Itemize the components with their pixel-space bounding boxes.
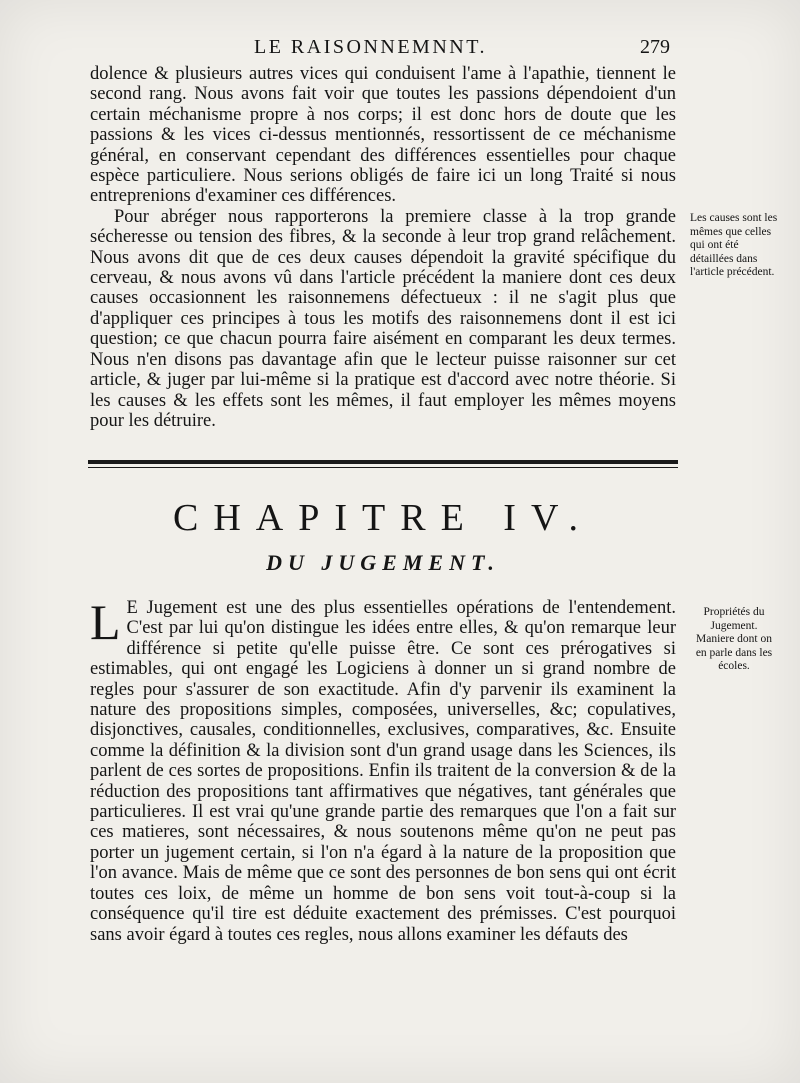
section-rule-thin — [88, 467, 678, 468]
paragraph: E Jugement est une des plus essentielles opérations de l'entendement. C'est par lui qu'on distingue les idées entre elles, & qu'on remarque leur différence si petite qu'elle puisse être. Ce sont ces prérogatives si estimables, qui ont engagé les Logiciens à donner un si grand nombre de regles pour s'assurer de son exactitude. Afin d'y parvenir ils examinent la nature des propositions simples, composées, universelles, &c; copulatives, disjonctives, causales, conditionnelles, exclusives, comparatives, &c. Ensuite comme la définition & la division sont d'un grand usage dans les Sciences, ils parlent de ces sortes de propositions. Enfin ils traitent de la conversion & de la réduction des propositions tant affirmatives que négatives, tant générales que particulieres. Il est vrai qu'une grande partie des remarques que l'on a fait sur ces matieres, sont nécessaires, & nous soutenons même qu'on ne peut pas porter un jugement certain, si l'on n'a égard à la nature de la proposition que l'on avance. Mais de même que ce sont des personnes de bon sens qui ont écrit toutes ces loix, de même un homme de bon sens voit tout-à-coup si la conséquence qu'il tire est déduite exactement des prémisses. C'est pourquoi sans avoir égard à toutes ces regles, nous allons examiner les défauts des — [90, 598, 676, 945]
chapter-title: CHAPITRE IV. — [173, 497, 593, 539]
text-block-top — [90, 64, 676, 431]
running-head — [90, 36, 680, 59]
running-title: LE RAISONNEMNNT. — [254, 36, 487, 58]
margin-note: Propriétés du Jugement. Maniere dont on en parle dans les écoles. — [695, 606, 773, 672]
text-block-bottom — [90, 594, 676, 945]
drop-cap: L — [90, 594, 121, 650]
section-title: DU JUGEMENT. — [266, 550, 500, 575]
paragraph: dolence & plusieurs autres vices qui conduisent l'ame à l'apathie, tiennent le second rang. Nous avons fait voir que toutes les passions dépendoient d'un certain méchanisme propre à nos corps; il est donc hors de doute que les passions & les vices ci-dessus mentionnés, ressortissent de ce méchanisme général, en conservant cependant des différences essentielles pour chaque espèce particuliere. Nous serions obligés de faire ici un long Traité si nous entreprenions d'examiner ces différences. — [90, 64, 676, 207]
page-number: 279 — [640, 36, 670, 58]
section-rule — [88, 460, 678, 464]
margin-note: Les causes sont les mêmes que celles qui ont été détaillées dans l'article précédent. — [690, 212, 778, 278]
paragraph: Pour abréger nous rapporterons la premiere classe à la trop grande sécheresse ou tension des fibres, & la seconde à leur trop grand relâchement. Nous avons dit que de ces deux causes dépendoit la gravité spécifique du cerveau, & nous avons vû dans l'article précédent la maniere dont ces deux causes occasionnent les raisonnemens défectueux : il ne s'agit plus que d'appliquer ces principes à tous les motifs des raisonnemens dont il est ici question; ce que chacun pourra faire aisément en comparant les deux termes. Nous n'en disons pas davantage afin que le lecteur puisse raisonner sur cet article, & juger par lui-même si la pratique est d'accord avec notre théorie. Si les causes & les effets sont les mêmes, il faut employer les mêmes moyens pour les détruire. — [90, 206, 676, 431]
